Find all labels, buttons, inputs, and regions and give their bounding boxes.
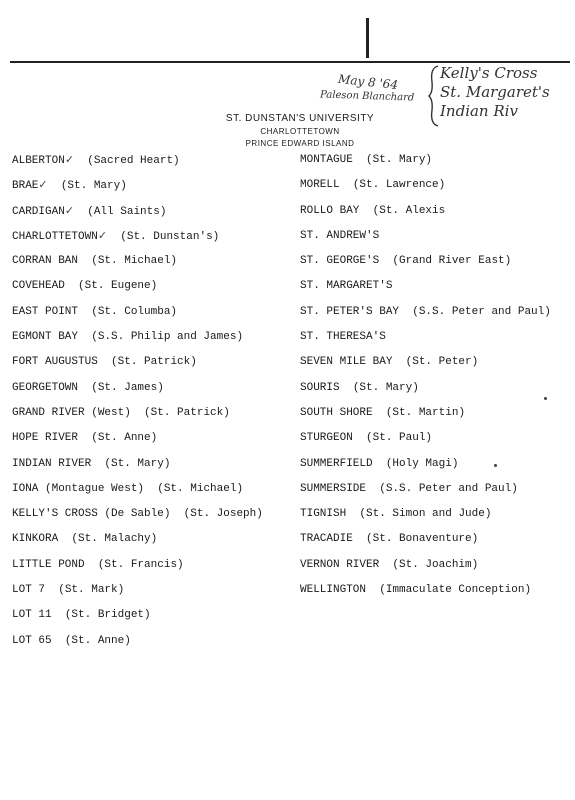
- parish-entry: [300, 252, 551, 277]
- parish-name: (St. Bridget): [64, 609, 151, 622]
- parish-entry: [12, 632, 263, 657]
- parish-name: (St. James): [91, 381, 164, 394]
- place-name: GRAND RIVER (West): [12, 406, 131, 419]
- parish-entry: [300, 176, 551, 201]
- place-name: EAST POINT: [12, 305, 79, 318]
- parish-name: (St. Bonaventure): [366, 533, 479, 546]
- scan-speck: [494, 464, 497, 467]
- parish-name: (St. Columba): [91, 305, 178, 318]
- place-name: KELLY'S CROSS (De Sable): [12, 508, 171, 521]
- place-name: STURGEON: [300, 432, 353, 445]
- parish-entry: [300, 151, 551, 176]
- parish-entry: [300, 556, 551, 581]
- parish-entry: [300, 353, 551, 378]
- parish-entry: [300, 530, 551, 555]
- parish-list-left: [12, 151, 263, 657]
- parish-name: (Holy Magi): [385, 457, 459, 470]
- parish-name: (St. Malachy): [71, 533, 158, 546]
- handwritten-line: Kelly's Cross: [440, 64, 538, 82]
- parish-entry: [12, 176, 263, 201]
- parish-entry: [12, 505, 263, 530]
- scan-top-rule: [10, 61, 570, 63]
- place-name: ST. THERESA'S: [300, 331, 386, 344]
- parish-name: (St. Lawrence): [352, 179, 446, 192]
- parish-entry: [12, 455, 263, 480]
- place-name: CHARLOTTETOWN: [12, 230, 98, 243]
- place-name: HOPE RIVER: [12, 432, 79, 445]
- institution-province: PRINCE EDWARD ISLAND: [245, 139, 355, 148]
- place-name: COVEHEAD: [12, 280, 65, 293]
- place-name: ALBERTON: [12, 155, 65, 167]
- place-name: SOUTH SHORE: [300, 406, 373, 419]
- parish-entry: [12, 556, 263, 581]
- parish-name: (St. Patrick): [144, 406, 230, 419]
- parish-name: (St. Anne): [64, 634, 131, 647]
- parish-entry: [300, 328, 551, 353]
- handwritten-line: Indian Riv: [440, 102, 518, 120]
- parish-entry: [12, 227, 263, 252]
- parish-entry: [12, 581, 263, 606]
- parish-name: (St. Joseph): [183, 508, 263, 521]
- parish-entry: [300, 505, 551, 530]
- handwritten-date: May 8 '64: [337, 71, 399, 93]
- parish-name: (St. Mary): [352, 381, 419, 394]
- parish-entry: [300, 480, 551, 505]
- checkmark-icon: ✓: [64, 153, 75, 166]
- parish-name: (Immaculate Conception): [379, 584, 532, 597]
- place-name: MONTAGUE: [300, 154, 353, 166]
- scan-speck: [544, 397, 547, 400]
- place-name: ROLLO BAY: [300, 204, 360, 217]
- parish-entry: [12, 277, 263, 302]
- parish-name: (All Saints): [87, 205, 167, 218]
- place-name: LOT 65: [12, 634, 52, 647]
- parish-entry: [12, 303, 263, 328]
- parish-entry: [12, 202, 263, 227]
- parish-name: (St. Mary): [366, 154, 433, 166]
- handwritten-parish-list: [440, 64, 570, 121]
- institution-city: CHARLOTTETOWN: [260, 127, 340, 136]
- parish-entry: [300, 581, 551, 606]
- parish-entry: [12, 328, 263, 353]
- parish-entry: [12, 404, 263, 429]
- parish-name: (Grand River East): [392, 255, 512, 268]
- parish-entry: [12, 429, 263, 454]
- parish-name: (St. Paul): [366, 432, 433, 445]
- place-name: LOT 7: [12, 584, 46, 597]
- parish-entry: [300, 429, 551, 454]
- place-name: LOT 11: [12, 609, 52, 622]
- place-name: ST. PETER'S BAY: [300, 305, 400, 318]
- parish-entry: [12, 379, 263, 404]
- place-name: SUMMERSIDE: [300, 482, 367, 495]
- parish-entry: [300, 455, 551, 480]
- parish-name: (St. Patrick): [111, 356, 197, 369]
- parish-name: (St. Dunstan's): [120, 230, 220, 243]
- place-name: WELLINGTON: [300, 584, 367, 597]
- parish-entry: [300, 379, 551, 404]
- parish-entry: [12, 151, 263, 176]
- parish-name: (S.S. Peter and Paul): [379, 482, 518, 495]
- place-name: MORELL: [300, 179, 340, 192]
- place-name: CARDIGAN: [12, 205, 65, 218]
- parish-name: (St. Peter): [405, 356, 479, 369]
- parish-entry: [300, 277, 551, 302]
- parish-name: (St. Francis): [97, 558, 184, 571]
- parish-name: (S.S. Peter and Paul): [412, 305, 551, 318]
- parish-entry: [12, 480, 263, 505]
- place-name: INDIAN RIVER: [12, 457, 92, 470]
- place-name: VERNON RIVER: [300, 558, 380, 571]
- parish-name: (St. Mark): [58, 584, 125, 597]
- parish-name: (S.S. Philip and James): [91, 331, 244, 344]
- place-name: GEORGETOWN: [12, 381, 79, 394]
- parish-entry: [300, 202, 551, 227]
- place-name: SOURIS: [300, 381, 340, 394]
- parish-name: (St. Mary): [60, 180, 127, 193]
- place-name: ST. GEORGE'S: [300, 255, 380, 268]
- place-name: FORT AUGUSTUS: [12, 356, 98, 369]
- parish-entry: [12, 530, 263, 555]
- parish-entry: [12, 606, 263, 631]
- place-name: KINKORA: [12, 533, 59, 546]
- parish-name: (St. Simon and Jude): [359, 508, 492, 521]
- parish-entry: [300, 303, 551, 328]
- handwritten-line: St. Margaret's: [440, 83, 550, 101]
- place-name: ST. ANDREW'S: [300, 229, 380, 242]
- place-name: TIGNISH: [300, 508, 347, 521]
- scan-edge-mark: [366, 18, 369, 58]
- institution-name: ST. DUNSTAN'S UNIVERSITY: [225, 113, 375, 124]
- parish-name: (Sacred Heart): [87, 155, 180, 167]
- parish-entry: [12, 252, 263, 277]
- checkmark-icon: ✓: [38, 178, 48, 192]
- handwritten-name: Paleson Blanchard: [319, 89, 415, 104]
- parish-name: (St. Michael): [157, 482, 244, 495]
- parish-name: (St. Martin): [385, 406, 466, 419]
- place-name: ST. MARGARET'S: [300, 280, 393, 293]
- parish-name: (St. Michael): [91, 255, 178, 268]
- parish-entry: [300, 227, 551, 252]
- parish-name: (St. Mary): [104, 457, 171, 470]
- parish-list-right: [300, 151, 551, 606]
- checkmark-icon: ✓: [64, 203, 75, 217]
- place-name: EGMONT BAY: [12, 331, 79, 344]
- parish-entry: [300, 404, 551, 429]
- place-name: LITTLE POND: [12, 558, 85, 571]
- place-name: BRAE: [12, 180, 39, 193]
- parish-name: (St. Joachim): [392, 558, 479, 571]
- letterhead: [150, 112, 450, 150]
- parish-name: (St. Anne): [91, 432, 158, 445]
- checkmark-icon: ✓: [97, 228, 108, 242]
- place-name: CORRAN BAN: [12, 255, 79, 268]
- place-name: SUMMERFIELD: [300, 457, 373, 470]
- parish-name: (St. Eugene): [78, 280, 158, 293]
- place-name: TRACADIE: [300, 533, 353, 546]
- place-name: SEVEN MILE BAY: [300, 356, 393, 369]
- parish-entry: [12, 353, 263, 378]
- place-name: IONA (Montague West): [12, 482, 145, 495]
- parish-name: (St. Alexis: [372, 204, 446, 217]
